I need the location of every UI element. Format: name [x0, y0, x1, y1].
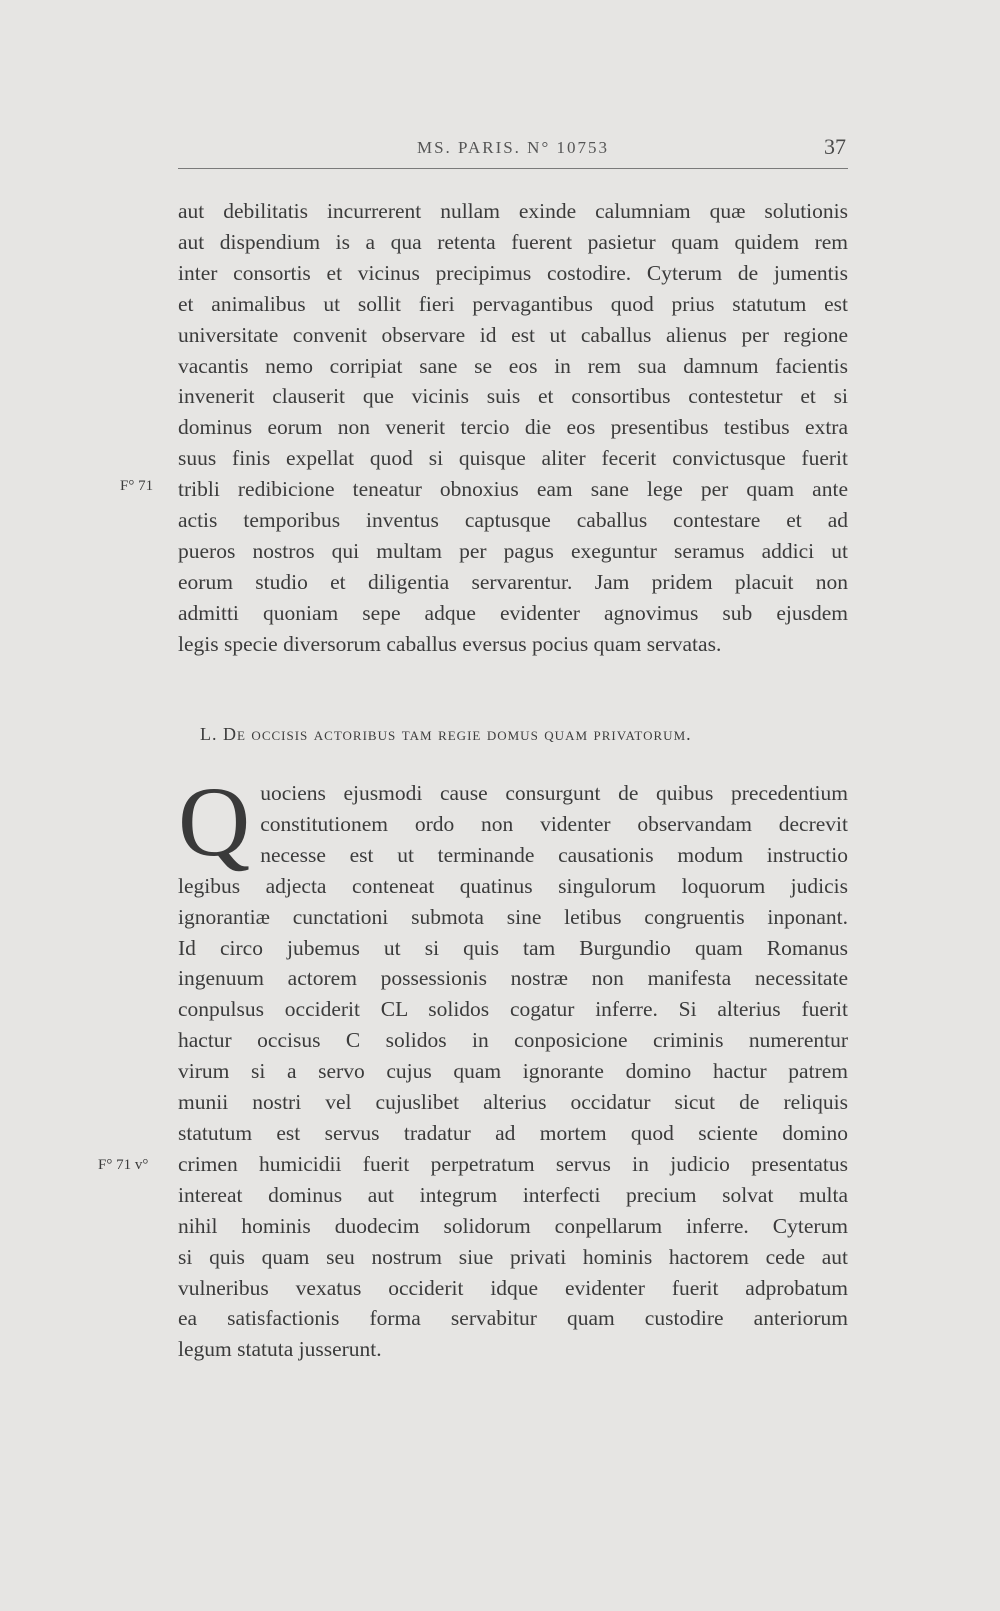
text-line: ignorantiæ cunctationi submota sine letibus congruentis inponant.: [178, 904, 848, 929]
text-line: vulneribus vexatus occiderit idque evidenter fuerit adprobatum: [178, 1275, 848, 1300]
text-line: tribli redibicione teneatur obnoxius eam sane lege per quam ante: [178, 477, 848, 502]
text-line: Id circo jubemus ut si quis tam Burgundio quam Romanus: [178, 935, 848, 960]
text-line: admitti quoniam sepe adque evidenter agnovimus sub ejusdem: [178, 600, 848, 625]
text-line: pueros nostros qui multam per pagus exeguntur seramus addici ut: [178, 538, 848, 563]
text-line: legis specie diversorum caballus eversus pocius quam servatas.: [178, 631, 722, 656]
text-line: legum statuta jusserunt.: [178, 1337, 382, 1362]
text-line: aut debilitatis incurrerent nullam exinde calumniam quæ solutionis: [178, 199, 848, 223]
text-line: suus finis expellat quod si quisque aliter fecerit convictusque fuerit: [178, 446, 848, 471]
text-line: necesse est ut terminande causationis modum instructio: [260, 842, 848, 867]
text-line: universitate convenit observare id est ut caballus alienus per regione: [178, 322, 848, 347]
paragraph-2: [178, 766, 848, 1365]
text-line: constitutionem ordo non videnter observandam decrevit: [260, 811, 848, 836]
page-number: 37: [824, 134, 846, 159]
text-line: virum si a servo cujus quam ignorante domino hactur patrem: [178, 1059, 848, 1084]
page-header: [178, 132, 848, 169]
text-line: actis temporibus inventus captusque caballus contestare et ad: [178, 508, 848, 533]
text-line: legibus adjecta conteneat quatinus singulorum loquorum judicis: [178, 873, 848, 898]
text-line: conpulsus occiderit CL solidos cogatur inferre. Si alterius fuerit: [178, 997, 848, 1022]
text-line: eorum studio et diligentia servarentur. Jam pridem placuit non: [178, 569, 848, 594]
text-line: statutum est servus tradatur ad mortem quod sciente domino: [178, 1120, 848, 1145]
paragraph-1: [178, 196, 848, 660]
folio-margin-note: F° 71 v°: [98, 1157, 149, 1173]
text-line: inter consortis et vicinus precipimus costodire. Cyterum de jumentis: [178, 260, 848, 285]
text-line: hactur occisus C solidos in conposicione criminis numerentur: [178, 1028, 848, 1053]
text-line: ea satisfactionis forma servabitur quam custodire anteriorum: [178, 1306, 848, 1331]
section-heading: L. De occisis actoribus tam regie domus quam privatorum.: [200, 724, 692, 744]
text-line: si quis quam seu nostrum siue privati hominis hactorem cede aut: [178, 1244, 848, 1269]
folio-margin-note: F° 71: [120, 478, 154, 494]
text-line: invenerit clauserit que vicinis suis et consortibus contestetur et si: [178, 384, 848, 409]
text-line: ingenuum actorem possessionis nostræ non manifesta necessitate: [178, 966, 848, 991]
drop-capital: Q: [178, 766, 251, 877]
text-line: et animalibus ut sollit fieri pervagantibus quod prius statutum est: [178, 291, 848, 316]
text-line: dominus eorum non venerit tercio die eos presentibus testibus extra: [178, 415, 848, 440]
text-line: vacantis nemo corripiat sane se eos in rem sua damnum facientis: [178, 353, 848, 378]
text-line: uociens ejusmodi cause consurgunt de quibus precedentium: [260, 781, 848, 805]
running-title: MS. PARIS. N° 10753: [416, 138, 610, 157]
text-line: crimen humicidii fuerit perpetratum servus in judicio presentatus: [178, 1151, 848, 1176]
text-line: intereat dominus aut integrum interfecti precium solvat multa: [178, 1182, 848, 1207]
text-line: nihil hominis duodecim solidorum conpellarum inferre. Cyterum: [178, 1213, 848, 1238]
text-line: aut dispendium is a qua retenta fuerent pasietur quam quidem rem: [178, 229, 848, 254]
text-line: munii nostri vel cujuslibet alterius occidatur sicut de reliquis: [178, 1090, 848, 1115]
